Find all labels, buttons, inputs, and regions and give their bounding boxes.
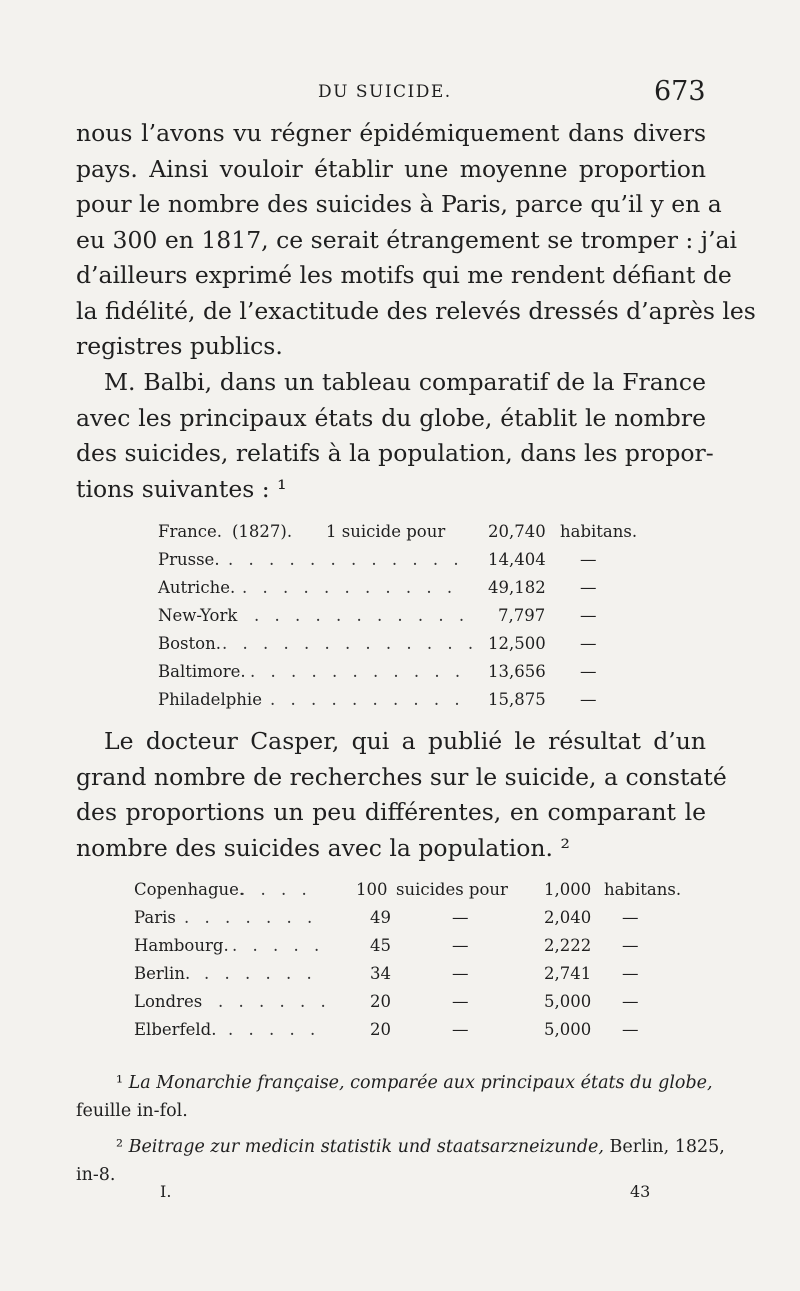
- place: Paris: [134, 908, 176, 927]
- ditto: —: [452, 992, 469, 1011]
- text-line: pour le nombre des suicides à Paris, parce qu’il y en a: [76, 190, 722, 218]
- footnote-2: [76, 1133, 725, 1161]
- year: (1827).: [232, 522, 293, 541]
- text-line: Le docteur Casper, qui a publié le résultat d’un: [104, 727, 706, 755]
- leader-dots: . . . . . . . . . . .: [254, 606, 470, 625]
- unit: suicides pour: [396, 880, 508, 899]
- place: Boston.: [158, 634, 221, 653]
- suicides: 45: [370, 936, 391, 955]
- leader-dots: . . . . .: [228, 1020, 321, 1039]
- place: Copenhague.: [134, 880, 245, 899]
- footnote-2-place-date: Berlin, 1825,: [603, 1137, 725, 1157]
- value: 7,797: [498, 606, 546, 625]
- ditto: —: [452, 936, 469, 955]
- ditto: —: [580, 606, 597, 625]
- footnotes: [76, 1069, 725, 1189]
- text-line: la fidélité, de l’exactitude des relevés dressés d’après les: [76, 296, 756, 325]
- ditto: —: [580, 550, 597, 569]
- text-line: des suicides, relatifs à la population, dans les propor-: [76, 439, 714, 467]
- ditto: —: [452, 964, 469, 983]
- leader-dots: . . . . . . .: [184, 908, 318, 927]
- value: 20,740: [488, 522, 546, 541]
- suicides: 20: [370, 992, 391, 1011]
- footnote-mark: ²: [116, 1137, 124, 1157]
- ditto: —: [622, 964, 639, 983]
- population: 5,000: [544, 992, 592, 1011]
- leader-dots: . . . . . . . . . . .: [250, 662, 466, 681]
- place: Londres: [134, 992, 203, 1011]
- population: 2,222: [544, 936, 592, 955]
- suicides: 34: [370, 964, 391, 983]
- value: 13,656: [488, 662, 546, 681]
- footnote-1-title: La Monarchie française, comparée aux principaux états du globe,: [128, 1073, 713, 1093]
- running-head: [0, 76, 800, 106]
- place: Baltimore.: [158, 662, 246, 681]
- value: 12,500: [488, 634, 546, 653]
- paragraph-3: [76, 724, 727, 866]
- signature-number: 43: [630, 1182, 651, 1201]
- leader-dots: . . . . . . . . . . . .: [228, 550, 464, 569]
- label: habitans.: [560, 522, 638, 541]
- leader-dots: . . . .: [240, 880, 312, 899]
- footnote-1: [76, 1069, 722, 1097]
- ditto: —: [452, 1020, 469, 1039]
- ditto: —: [622, 992, 639, 1011]
- signature-mark: I.: [160, 1182, 172, 1201]
- footnote-1-cont: feuille in-fol.: [76, 1101, 188, 1121]
- population: 1,000: [544, 880, 592, 899]
- text-line: nous l’avons vu régner épidémiquement dans divers: [76, 119, 706, 147]
- population: 2,741: [544, 964, 592, 983]
- suicides: 100: [356, 880, 388, 899]
- text-line: M. Balbi, dans un tableau comparatif de la France: [104, 368, 706, 396]
- place: Elberfeld.: [134, 1020, 217, 1039]
- text-line: registres publics.: [76, 332, 283, 360]
- page-number: 673: [654, 76, 706, 107]
- text-line: d’ailleurs exprimé les motifs qui me rendent défiant de: [76, 261, 732, 289]
- ditto: —: [580, 690, 597, 709]
- running-head-title: DU SUICIDE.: [318, 82, 452, 102]
- place: Berlin.: [134, 964, 191, 983]
- value: 15,875: [488, 690, 546, 709]
- leader-dots: . . . . .: [232, 936, 325, 955]
- casper-table: [134, 880, 694, 1045]
- text-line: nombre des suicides avec la population. ²: [76, 833, 570, 862]
- leader-dots: . . . . . .: [218, 992, 331, 1011]
- ditto: —: [622, 908, 639, 927]
- footnote-2-title: Beitrage zur medicin statistik und staatsarzneizunde,: [128, 1137, 604, 1157]
- place: Hambourg.: [134, 936, 229, 955]
- text-line: grand nombre de recherches sur le suicide, a constaté: [76, 762, 727, 791]
- place: Autriche.: [158, 578, 236, 597]
- ditto: —: [452, 908, 469, 927]
- suicides: 20: [370, 1020, 391, 1039]
- value: 14,404: [488, 550, 546, 569]
- suicides: 49: [370, 908, 391, 927]
- text-line: pays. Ainsi vouloir établir une moyenne proportion: [76, 154, 706, 183]
- leader-dots: . . . . . . . . . . .: [242, 578, 458, 597]
- ditto: —: [580, 578, 597, 597]
- leader-dots: . . . . . .: [204, 964, 317, 983]
- text-line: avec les principaux états du globe, établit le nombre: [76, 403, 706, 432]
- place: Philadelphie: [158, 690, 262, 709]
- ditto: —: [622, 1020, 639, 1039]
- unit: 1 suicide pour: [326, 522, 446, 541]
- ditto: —: [622, 936, 639, 955]
- footnote-2-cont: in-8.: [76, 1165, 116, 1185]
- ditto: —: [580, 662, 597, 681]
- leader-dots: . . . . . . . . . . . . .: [222, 634, 479, 653]
- text-line: eu 300 en 1817, ce serait étrangement se tromper : j’ai: [76, 225, 738, 254]
- label: habitans.: [604, 880, 682, 899]
- ditto: —: [580, 634, 597, 653]
- place: France.: [158, 522, 223, 541]
- paragraph-1: [76, 116, 756, 365]
- text-line: des proportions un peu différentes, en comparant le: [76, 798, 706, 826]
- place: Prusse.: [158, 550, 220, 569]
- population: 5,000: [544, 1020, 592, 1039]
- population: 2,040: [544, 908, 592, 927]
- footnote-mark: ¹: [116, 1073, 124, 1093]
- balbi-table: [158, 522, 658, 712]
- paragraph-2: [76, 365, 714, 507]
- text-line: tions suivantes : ¹: [76, 474, 287, 503]
- value: 49,182: [488, 578, 546, 597]
- place: New-York: [158, 606, 238, 625]
- leader-dots: . . . . . . . . . .: [270, 690, 465, 709]
